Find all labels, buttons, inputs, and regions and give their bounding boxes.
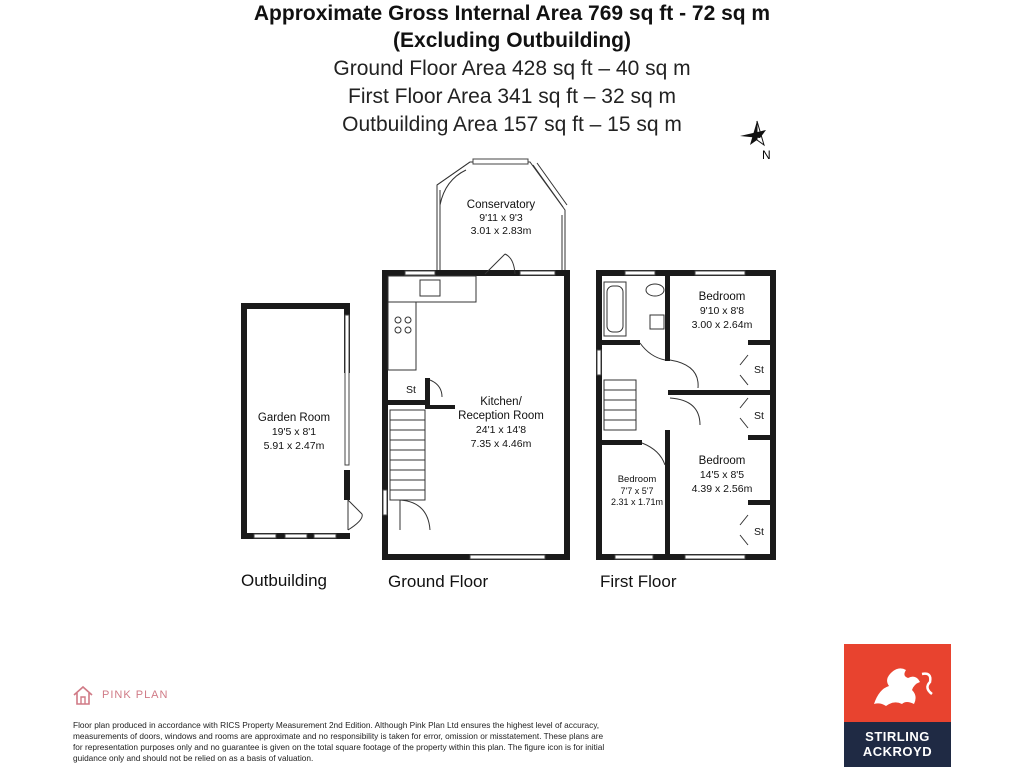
kitchen-name-2: Reception Room	[458, 410, 544, 422]
griffin-icon	[844, 644, 951, 722]
garden-room-imperial: 19'5 x 8'1	[271, 426, 317, 438]
header-subtitle: (Excluding Outbuilding)	[393, 29, 631, 52]
floor-label-first: First Floor	[600, 572, 677, 591]
floor-label-ground: Ground Floor	[388, 572, 489, 591]
first-floor-plan	[596, 270, 776, 560]
compass-icon	[740, 121, 771, 162]
ground-store-label: St	[406, 384, 416, 396]
first-store-label-3: St	[754, 526, 764, 538]
outbuilding-area: Outbuilding Area 157 sq ft – 15 sq m	[342, 113, 682, 136]
disclaimer-text: Floor plan produced in accordance with RICS Property Measurement 2nd Edition. Although Pink Plan Ltd ensures the highest level of accuracy, measurements of doors, windows and rooms are approximate and no responsibility is taken for error, omission or misstatement. These plans are for representation purposes only and no guarantee is given on the total square footage of the property within this plan. The figure icon is for initial guidance only and should not be relied on as a basis of valuation.	[73, 720, 605, 763]
conservatory-imperial: 9'11 x 9'3	[479, 212, 523, 224]
brand-line-1: STIRLING	[865, 729, 930, 744]
pink-plan-text: PINK PLAN	[102, 689, 169, 701]
brand-name	[844, 722, 951, 767]
brand-line-2: ACKROYD	[862, 744, 933, 759]
bedroom-2-metric: 4.39 x 2.56m	[691, 483, 753, 495]
garden-room-metric: 5.91 x 2.47m	[263, 440, 325, 452]
bedroom-2-imperial: 14'5 x 8'5	[699, 469, 745, 481]
floor-label-outbuilding: Outbuilding	[241, 571, 328, 590]
first-store-label-1: St	[754, 364, 764, 376]
compass-label: N	[762, 148, 771, 162]
bedroom-3-metric: 2.31 x 1.71m	[610, 497, 664, 507]
kitchen-metric: 7.35 x 4.46m	[470, 438, 532, 450]
first-store-label-2: St	[754, 410, 764, 422]
stirling-ackroyd-logo	[844, 644, 951, 767]
brand-emblem	[844, 644, 951, 722]
bedroom-1-metric: 3.00 x 2.64m	[691, 319, 753, 331]
header-title: Approximate Gross Internal Area 769 sq ft - 72 sq m	[253, 2, 771, 25]
bedroom-3-imperial: 7'7 x 5'7	[620, 486, 654, 496]
bedroom-2-name: Bedroom	[698, 455, 746, 467]
bedroom-1-name: Bedroom	[698, 291, 746, 303]
conservatory-metric: 3.01 x 2.83m	[470, 225, 532, 237]
garden-room-name: Garden Room	[257, 412, 331, 424]
first-floor-area: First Floor Area 341 sq ft – 32 sq m	[348, 85, 676, 108]
house-icon	[72, 684, 94, 706]
conservatory-name: Conservatory	[466, 199, 536, 211]
ground-floor-plan	[382, 159, 570, 560]
kitchen-imperial: 24'1 x 14'8	[475, 424, 527, 436]
kitchen-name-1: Kitchen/	[480, 396, 522, 408]
pink-plan-logo	[72, 684, 168, 706]
bedroom-3-name: Bedroom	[617, 474, 657, 485]
ground-floor-area: Ground Floor Area 428 sq ft – 40 sq m	[333, 57, 691, 80]
bedroom-1-imperial: 9'10 x 8'8	[699, 305, 745, 317]
